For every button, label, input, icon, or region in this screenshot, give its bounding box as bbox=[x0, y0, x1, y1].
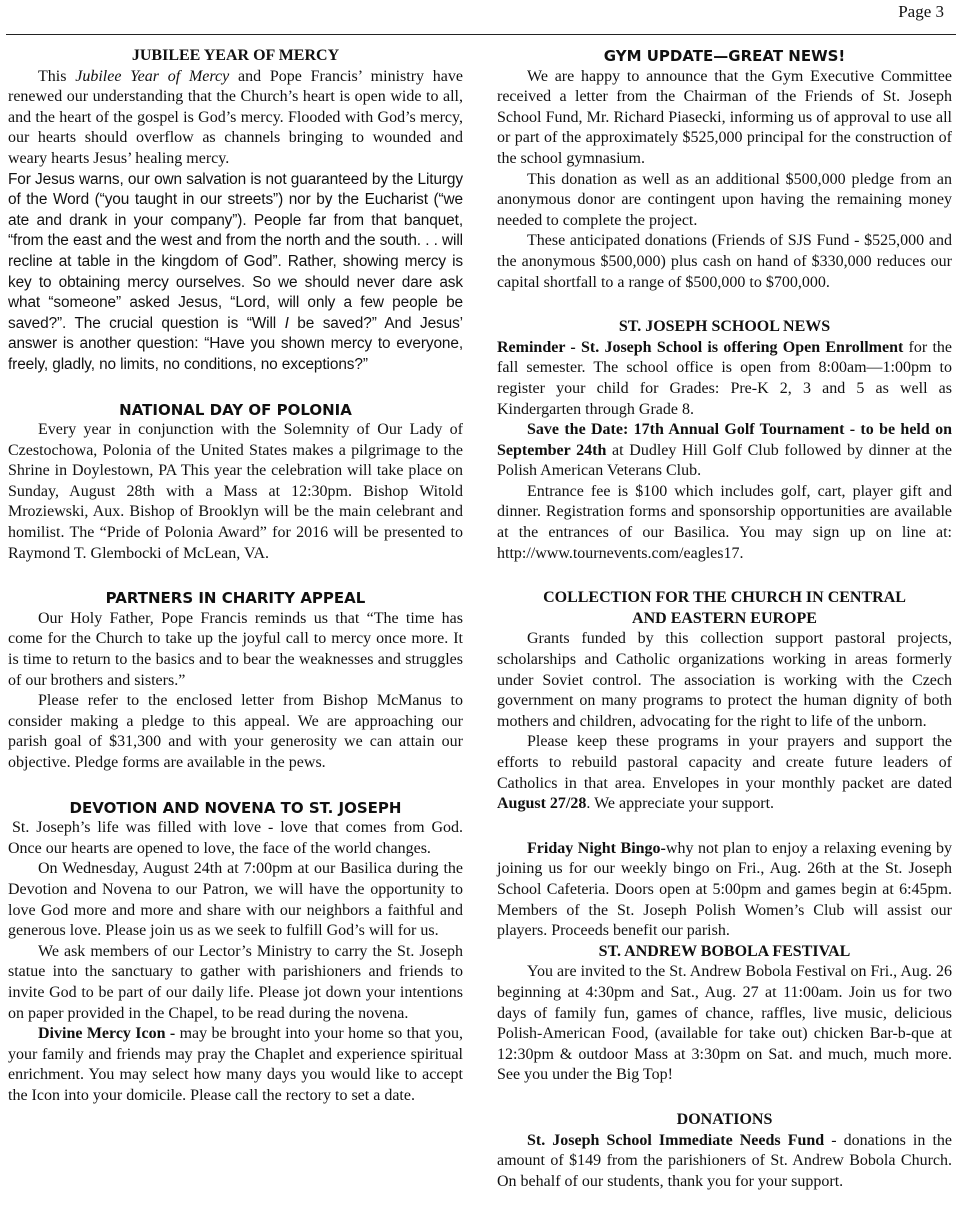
school-paragraph-3: Entrance fee is $100 which includes golf, cart, player gift and dinner. Registration forms and sponsorship opportunities are available at the entrances of our Basilica. You may sign up on line at: http://www.tournevents.com/eagles17. bbox=[497, 482, 952, 562]
polonia-title: NATIONAL DAY OF POLONIA bbox=[119, 400, 352, 419]
school-section bbox=[497, 317, 952, 564]
devotion-paragraph-2: On Wednesday, August 24th at 7:00pm at our Basilica during the Devotion and Novena to our Patron, we will have the opportunity to love God more and more and share with our neighbors a faithful and generous love. Please join us as we seek to fulfill God’s will for us. bbox=[8, 860, 463, 940]
donations-paragraph bbox=[497, 1131, 952, 1193]
gym-section bbox=[497, 46, 952, 293]
bingo-label: Friday Night Bingo- bbox=[527, 839, 666, 857]
collection-p2-b: . We appreciate your support. bbox=[586, 795, 775, 813]
jubilee-paragraph-2 bbox=[8, 170, 463, 376]
donations-section bbox=[497, 1110, 952, 1192]
jubilee-p1-intro: This bbox=[38, 67, 76, 85]
festival-paragraph: You are invited to the St. Andrew Bobola Festival on Fri., Aug. 26 beginning at 4:30pm and Sat., Aug. 27 at 11:00am. Join us for two days of family fun, games of chance, raffles, live music, delicious Polish-American Food, (available for take out) chicken Bar-b-que at 12:30pm & outdoor Mass at 3:30pm on Sat. and much, much more. See you under the Big Top! bbox=[497, 963, 952, 1084]
devotion-paragraph-1: St. Joseph’s life was filled with love - love that comes from God. Once our hearts are opened to love, the face of the world changes. bbox=[8, 819, 463, 857]
collection-section bbox=[497, 588, 952, 815]
polonia-paragraph: Every year in conjunction with the Solemnity of Our Lady of Czestochowa, Polonia of the United States makes a pilgrimage to the Shrine in Doylestown, PA This year the celebration will take place on Sunday, August 28th with a Mass at 12:30pm. Bishop Witold Mroziewski, Aux. Bishop of Brooklyn will be the main celebrant and homilist. The “Pride of Polonia Award” for 2016 will be presented to Raymond T. Glembocki of McLean, VA. bbox=[8, 421, 463, 562]
devotion-paragraph-4 bbox=[8, 1024, 463, 1106]
school-p2-rest: at Dudley Hill Golf Club followed by dinner at the Polish American Veterans Club. bbox=[497, 441, 952, 480]
gym-paragraph-1: We are happy to announce that the Gym Executive Committee received a letter from the Chairman of the Friends of St. Joseph School Fund, Mr. Richard Piasecki, informing us of approval to use all or part of the approximately $525,000 principal for the construction of the school gymnasium. bbox=[497, 67, 952, 167]
polonia-section bbox=[8, 400, 463, 565]
right-column bbox=[497, 46, 952, 1192]
enrollment-reminder: Reminder - St. Joseph School is offering Open Enrollment bbox=[497, 338, 904, 356]
school-paragraph-1 bbox=[497, 338, 952, 420]
bingo-paragraph bbox=[497, 839, 952, 942]
devotion-p4-rest: may be brought into your home so that you, your family and friends may pray the Chaplet and experience spiritual enrichment. You may select how many days you would like to accept the Icon into your domicile. Please call the rectory to set a date. bbox=[8, 1025, 463, 1104]
festival-section bbox=[497, 942, 952, 1086]
school-p1-rest: for the fall semester. The school office is open from 8:00am—1:00pm to register your child for Grades: Pre-K 2, 3 and 5 as well as Kindergarten through Grade 8. bbox=[497, 338, 953, 418]
devotion-section bbox=[8, 798, 463, 1107]
charity-paragraph-2: Please refer to the enclosed letter from Bishop McManus to consider making a pledge to this appeal. We are approaching our parish goal of $31,300 and with your generosity we can attain our objective. Pledge forms are available in the pews. bbox=[8, 692, 463, 771]
donations-title: DONATIONS bbox=[676, 1110, 773, 1128]
collection-title-line-1: COLLECTION FOR THE CHURCH IN CENTRAL bbox=[543, 589, 906, 607]
golf-save-the-date: Save the Date: 17th Annual Golf Tournament - to be held on September 24th bbox=[497, 421, 952, 459]
bingo-section bbox=[497, 839, 952, 942]
page-number: Page 3 bbox=[898, 2, 944, 21]
charity-section bbox=[8, 588, 463, 773]
collection-paragraph-2 bbox=[497, 732, 952, 814]
gym-paragraph-3: These anticipated donations (Friends of SJS Fund - $525,000 and the anonymous $500,000) plus cash on hand of $330,000 reduces our capital shortfall to a range of $500,000 to $700,000. bbox=[497, 232, 952, 291]
devotion-paragraph-3: We ask members of our Lector’s Ministry to carry the St. Joseph statue into the sanctuary to gather with parishioners and friends to invite God to be part of our daily life. Please jot down your intentions on paper provided in the Chapel, to be read during the novena. bbox=[8, 942, 463, 1022]
page-header bbox=[6, 0, 956, 35]
school-paragraph-2 bbox=[497, 420, 952, 482]
jubilee-paragraph-1 bbox=[8, 67, 463, 170]
jubilee-p2-b: be saved?” And Jesus’ answer is another question: “Have you shown mercy to everyone, freely, gladly, no limits, no conditions, no exceptions?” bbox=[8, 314, 463, 373]
collection-title bbox=[497, 588, 952, 629]
bingo-rest: why not plan to enjoy a relaxing evening by joining us for our weekly bingo on Fri., Aug. 26th at the St. Joseph School Cafeteria. Doors open at 5:00pm and games begin at 6:45pm. Members of the St. Joseph Polish Women’s Club will assist our players. Proceeds benefit our parish. bbox=[497, 839, 952, 940]
jubilee-p1-emphasis: Jubilee Year of Mercy bbox=[75, 67, 230, 85]
collection-paragraph-1: Grants funded by this collection support pastoral projects, scholarships and Catholic organizations working in areas formerly under Soviet control. The association is working with the Czech government on many programs to protect the human dignity of both mothers and children, advocating for the right to life of the unborn. bbox=[497, 630, 952, 730]
collection-date: August 27/28 bbox=[497, 795, 587, 813]
gym-title: GYM UPDATE—GREAT NEWS! bbox=[603, 47, 846, 65]
jubilee-title: JUBILEE YEAR OF MERCY bbox=[131, 47, 340, 64]
school-title: ST. JOSEPH SCHOOL NEWS bbox=[618, 318, 831, 336]
jubilee-section bbox=[8, 46, 463, 376]
jubilee-p2-emphasis: I bbox=[284, 314, 289, 332]
jubilee-p1-rest: and Pope Francis’ ministry have renewed our understanding that the Church’s heart is open wide to all, and the heart of the gospel is God’s mercy. Flooded with God’s mercy, our hearts should overflow as channels bringing to wounded and weary hearts Jesus’ healing mercy. bbox=[8, 67, 463, 167]
divine-mercy-label: Divine Mercy Icon - bbox=[38, 1025, 176, 1043]
charity-title: PARTNERS IN CHARITY APPEAL bbox=[105, 589, 366, 608]
donations-rest: - donations in the amount of $149 from the parishioners of St. Andrew Bobola Church. On behalf of our students, thank you for your support. bbox=[497, 1131, 952, 1190]
charity-paragraph-1: Our Holy Father, Pope Francis reminds us that “The time has come for the Church to take up the joyful call to mercy once more. It is time to return to the basics and to bear the weaknesses and struggles of our brothers and sisters.” bbox=[8, 609, 463, 689]
collection-p2-a: Please keep these programs in your prayers and support the efforts to rebuild pastoral capacity and create future leaders of Catholics in that area. Envelopes in your monthly packet are dated bbox=[497, 733, 952, 792]
left-column bbox=[8, 46, 463, 1107]
gym-paragraph-2: This donation as well as an additional $500,000 pledge from an anonymous donor are contingent upon having the remaining money needed to complete the project. bbox=[497, 170, 952, 229]
festival-title: ST. ANDREW BOBOLA FESTIVAL bbox=[598, 942, 851, 960]
devotion-title: DEVOTION AND NOVENA TO ST. JOSEPH bbox=[69, 798, 402, 817]
immediate-needs-fund: St. Joseph School Immediate Needs Fund bbox=[527, 1131, 825, 1149]
jubilee-p2-a: For Jesus warns, our own salvation is not guaranteed by the Liturgy of the Word (“you taught in our streets”) nor by the Eucharist (“we ate and drank in your company”). People far from that banquet, “from the east and the west and from the north and the south. . . will recline at table in the kingdom of God”. Rather, showing mercy is key to obtaining mercy ourselves. So we should never dare ask what “someone” asked Jesus, “Lord, will only a few people be saved?”. The crucial question is “Will bbox=[8, 170, 463, 332]
collection-title-line-2: AND EASTERN EUROPE bbox=[632, 609, 817, 627]
